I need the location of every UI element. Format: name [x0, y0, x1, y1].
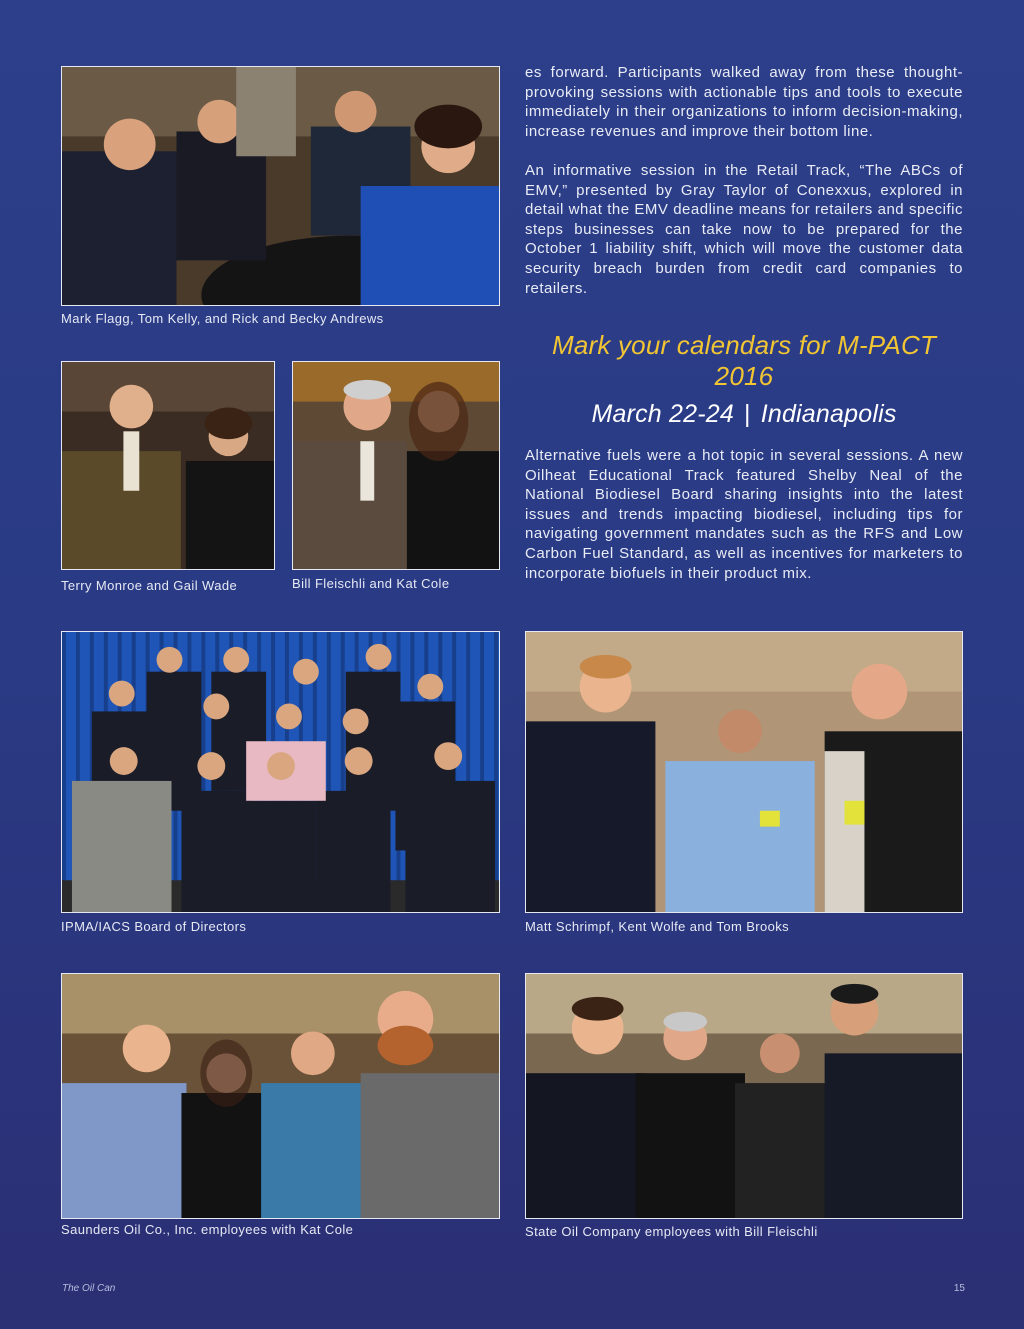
callout-dates: March 22-24 [591, 400, 734, 428]
callout-location: Indianapolis [760, 400, 897, 428]
footer-publication: The Oil Can [62, 1283, 116, 1294]
photo-state-oil [525, 973, 963, 1219]
photo5-caption: Matt Schrimpf, Kent Wolfe and Tom Brooks [525, 919, 790, 934]
article-paragraph-2: An informative session in the Retail Track, “The ABCs of EMV,” presented by Gray Taylor of Conexxus, explored in detail what the EMV deadline means for retailers and specific steps businesses can take now to be prepared for the October 1 liability shift, which will move the customer data security breach burden from credit card companies to retailers. [525, 162, 963, 297]
callout-headline: Mark your calendars for M-PACT 2016 [551, 330, 937, 391]
photo-networking-table [61, 66, 500, 306]
photo2-caption: Terry Monroe and Gail Wade [61, 578, 238, 593]
photo-saunders-oil [61, 973, 500, 1219]
footer-page-number: 15 [953, 1283, 965, 1294]
photo-terry-gail [61, 361, 275, 570]
photo-matt-kent-tom [525, 631, 963, 913]
callout-date-location [526, 400, 962, 429]
photo7-caption: State Oil Company employees with Bill Fleischli [525, 1224, 818, 1239]
photo4-caption: IPMA/IACS Board of Directors [61, 919, 247, 934]
article-paragraph-1: es forward. Participants walked away from these thought-provoking sessions with actionable tips and tools to execute immediately in their organizations to inform decision-making, increase revenues and improve their bottom line. [525, 64, 963, 140]
photo3-caption: Bill Fleischli and Kat Cole [292, 576, 450, 591]
photo-board-of-directors [61, 631, 500, 913]
article-paragraph-3: Alternative fuels were a hot topic in several sessions. A new Oilheat Educational Track featured Shelby Neal of the National Biodiesel Board sharing insights into the latest issues and trends impacting biodiesel, including tips for navigating government mandates such as the RFS and Low Carbon Fuel Standard, as well as incentives for marketers to incorporate biofuels in their product mix. [525, 447, 963, 582]
callout-separator: | [744, 400, 751, 428]
photo-bill-kat [292, 361, 500, 570]
calendar-callout [526, 330, 962, 429]
photo1-caption: Mark Flagg, Tom Kelly, and Rick and Becky Andrews [61, 311, 384, 326]
photo6-caption: Saunders Oil Co., Inc. employees with Kat Cole [61, 1222, 354, 1237]
